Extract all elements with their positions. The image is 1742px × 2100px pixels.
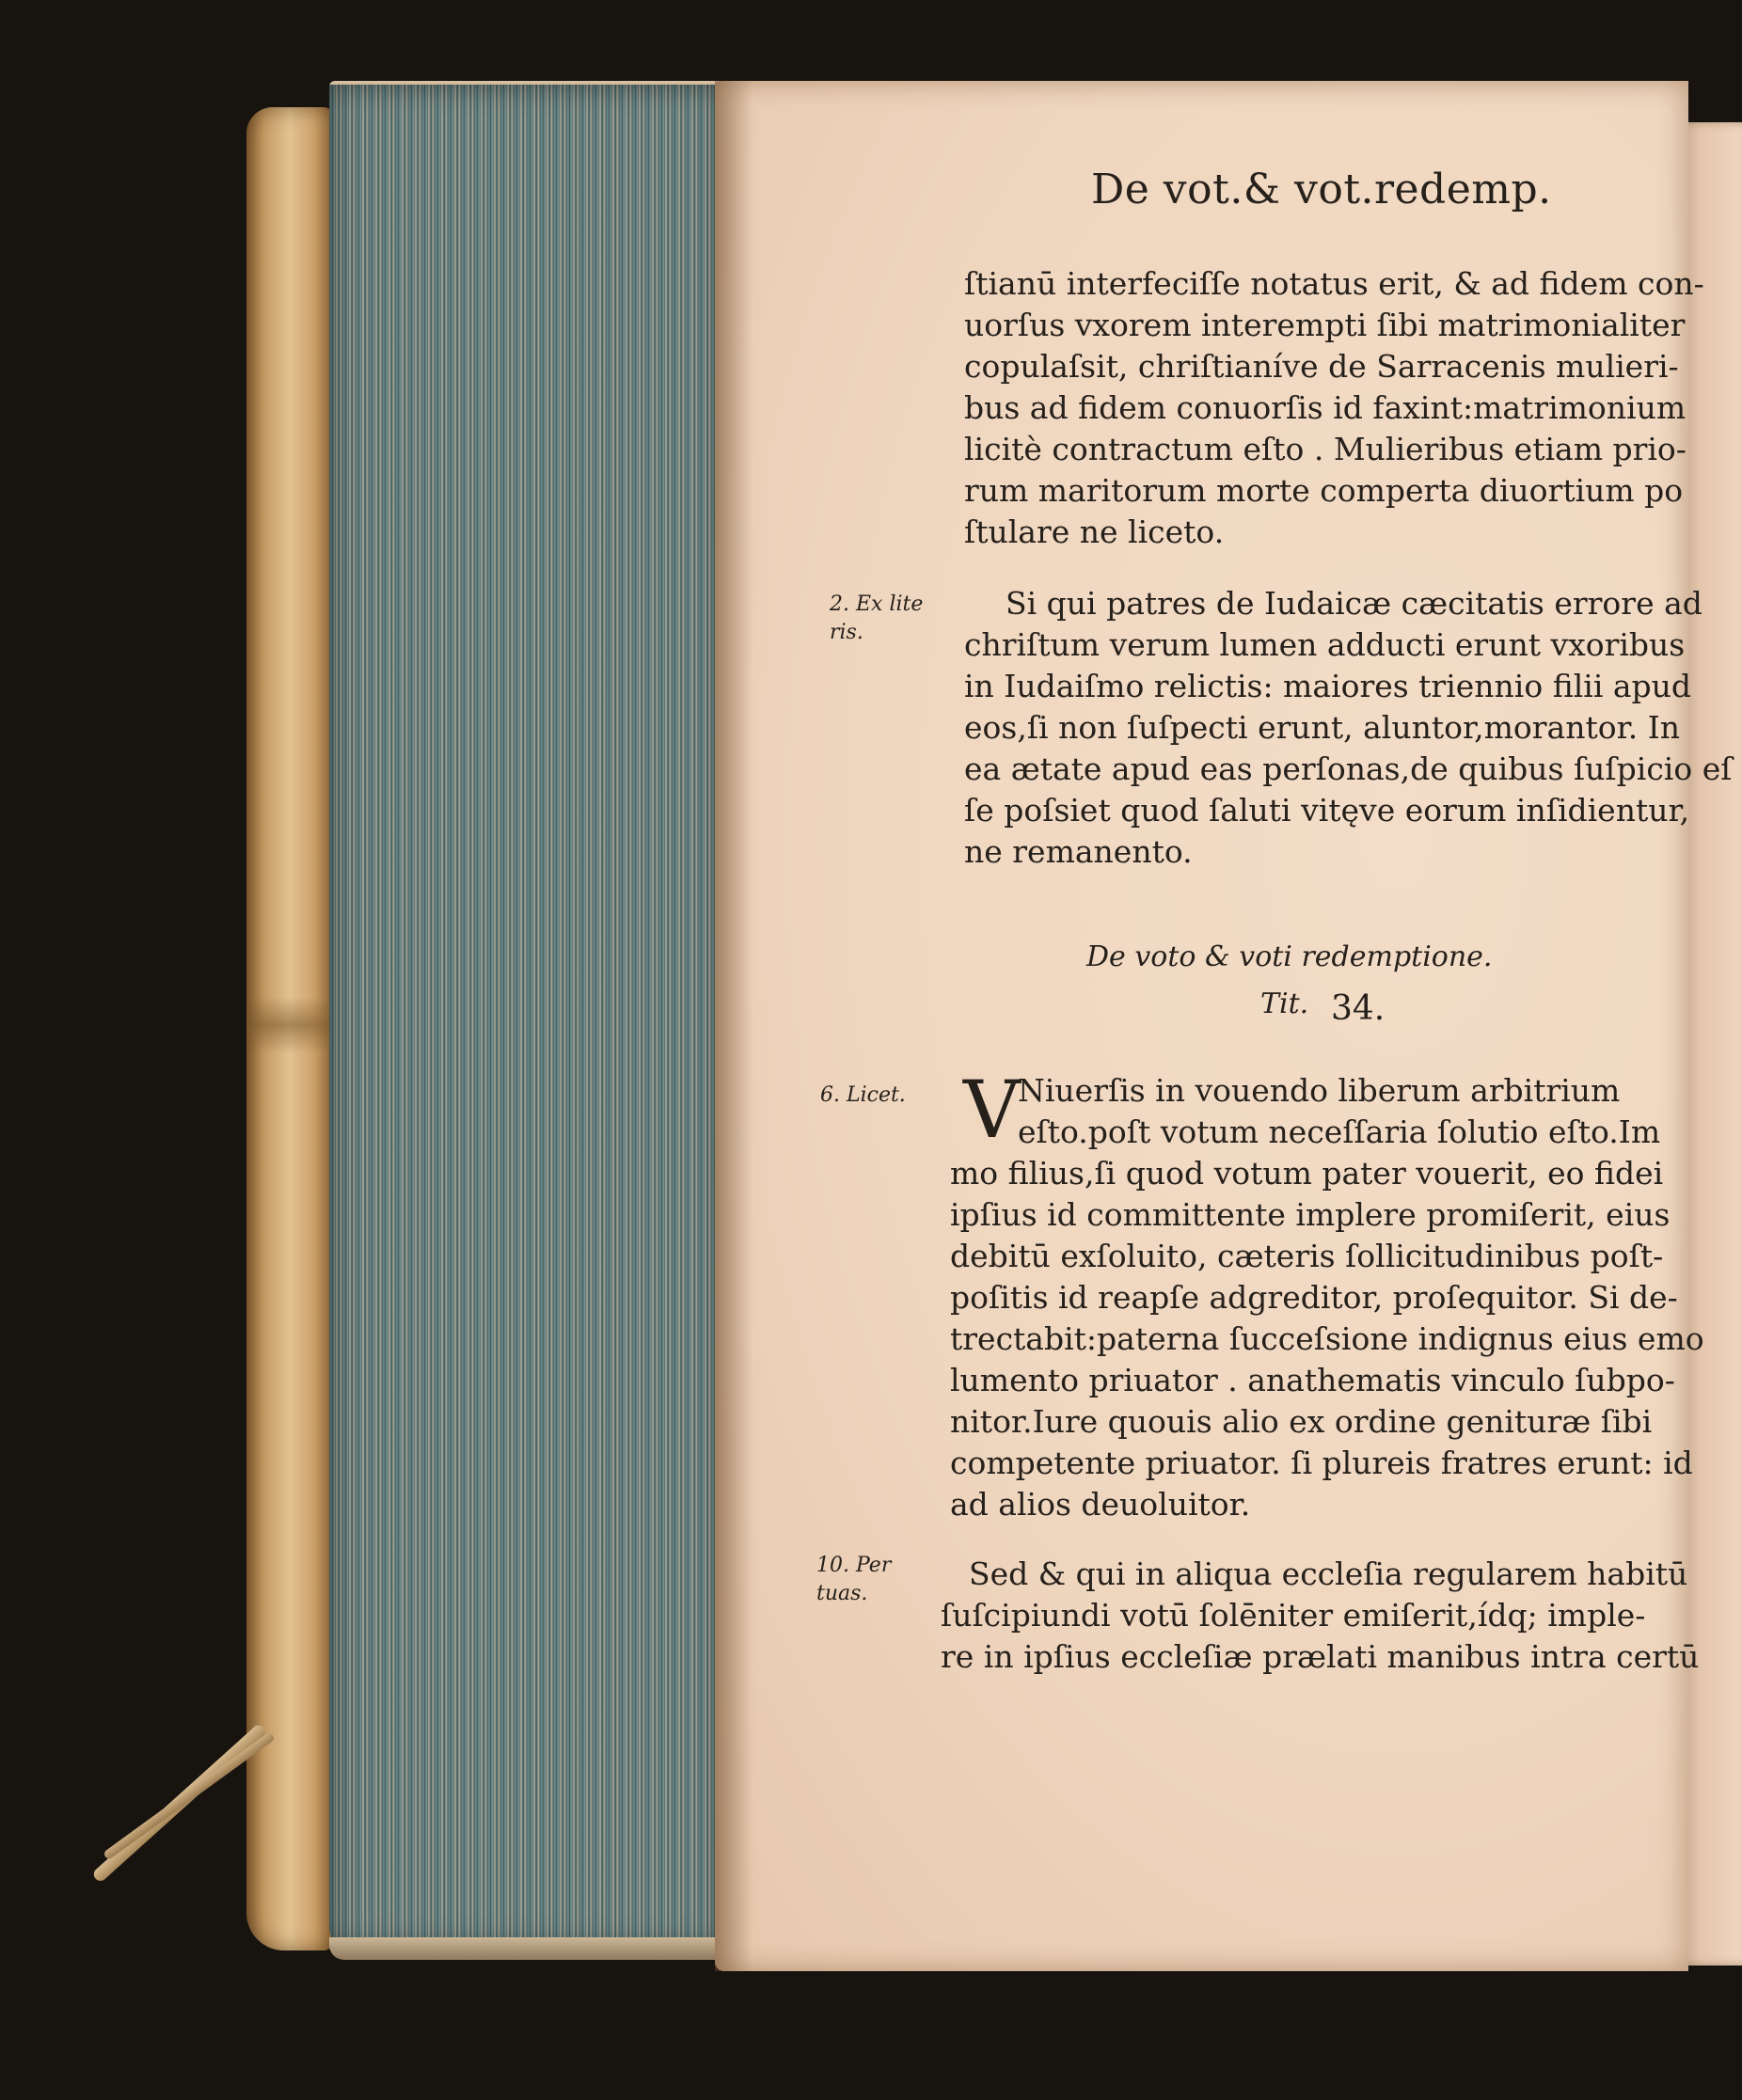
running-head: De vot.& vot.redemp. <box>1091 166 1552 213</box>
cover-fold <box>246 997 333 1053</box>
text-line: ſe poſsiet quod ſaluti vitęve eorum inſidientur, <box>964 792 1690 829</box>
margin-note-line: 10. Per <box>816 1554 892 1577</box>
text-line: copulaſsit, chriſtianíve de Sarracenis mulieri- <box>964 348 1679 385</box>
text-line: nitor.Iure quouis alio ex ordine genituræ ſibi <box>950 1403 1653 1440</box>
page-edges-block <box>329 85 724 1947</box>
text-line: Niuerſis in vouendo liberum arbitrium <box>1018 1072 1621 1109</box>
text-block-2 <box>964 583 1732 873</box>
text-line: ad alios deuoluitor. <box>950 1486 1251 1523</box>
text-line: trectabit:paterna ſucceſsione indignus eius emo <box>950 1320 1704 1357</box>
gutter-shadow <box>715 81 752 1971</box>
text-line: debitū exſoluito, cæteris ſollicitudinibus poſt- <box>950 1238 1664 1274</box>
margin-note-3 <box>816 1552 891 1608</box>
text-line: competente priuator. ſi plureis fratres erunt: id <box>950 1445 1693 1481</box>
title-number-label: Tit. <box>1260 987 1309 1020</box>
text-line: re in ipſius eccleſiæ prælati manibus intra certū <box>941 1638 1700 1675</box>
title-number: 34. <box>1331 989 1386 1028</box>
text-line: Si qui patres de Iudaicæ cæcitatis errore ad <box>1006 585 1702 622</box>
text-line: rum maritorum morte comperta diuortium po <box>964 472 1684 509</box>
text-line: mo filius,ſi quod votum pater vouerit, eo fidei <box>950 1155 1664 1192</box>
text-line: eſto.poſt votum neceſſaria ſolutio eſto.Im <box>1018 1113 1661 1150</box>
drop-capital: V <box>963 1064 1021 1156</box>
text-block-4 <box>941 1554 1699 1678</box>
text-line: chriſtum verum lumen adducti erunt vxoribus <box>964 626 1686 663</box>
text-line: ne remanento. <box>964 833 1193 870</box>
text-line: lumento priuator . anathematis vinculo ſubpo- <box>950 1362 1675 1398</box>
margin-note-1 <box>830 591 923 647</box>
text-line: licitè contractum eſto . Mulieribus etiam prio- <box>964 431 1687 467</box>
text-line: ſtianū interfeciſſe notatus erit, & ad fidem con- <box>964 265 1704 302</box>
text-line: ea ætate apud eas perſonas,de quibus ſuſpicio eſ <box>964 750 1733 787</box>
margin-note-line: 2. Ex lite <box>830 592 924 616</box>
margin-note-2: 6. Licet. <box>820 1083 906 1107</box>
text-block-3-first <box>1018 1070 1660 1153</box>
text-block-3 <box>950 1153 1704 1525</box>
text-line: ipſius id committente implere promiſerit, eius <box>950 1196 1671 1233</box>
text-line: uorſus vxorem interempti ſibi matrimonialiter <box>964 307 1686 343</box>
text-line: ſtulare ne liceto. <box>964 513 1225 550</box>
text-line: eos,ſi non ſuſpecti erunt, aluntor,morantor. In <box>964 709 1681 746</box>
text-line: bus ad fidem conuorſis id faxint:matrimonium <box>964 389 1687 426</box>
text-line: Sed & qui in aliqua eccleſia regularem habitū <box>969 1555 1688 1592</box>
section-title: De voto & voti redemptione. <box>1086 940 1493 973</box>
text-line: in Iudaiſmo relictis: maiores triennio filii apud <box>964 668 1692 704</box>
margin-note-line: tuas. <box>816 1582 868 1605</box>
text-line: ſuſcipiundi votū ſolēniter emiſerit,ídq; imple- <box>941 1597 1646 1634</box>
text-block-1 <box>964 263 1704 553</box>
text-line: poſitis id reapſe adgreditor, proſequitor. Si de- <box>950 1279 1678 1316</box>
margin-note-line: ris. <box>830 621 863 644</box>
page-block-bottom <box>329 1937 724 1960</box>
